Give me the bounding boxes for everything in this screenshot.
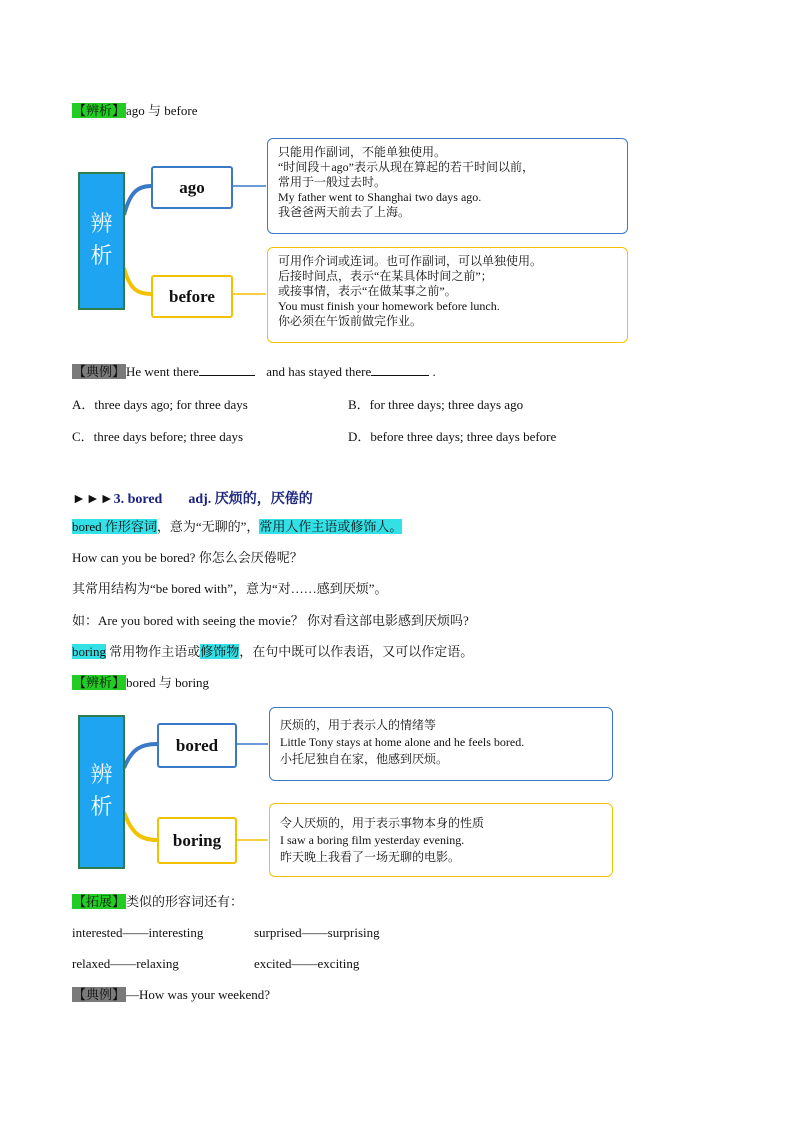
expand-text: 类似的形容词还有： (126, 894, 244, 909)
adjective-pair: surprised——surprising (254, 925, 380, 940)
option-c[interactable]: C．three days before; three days (72, 429, 244, 444)
explain-box-bored (269, 707, 613, 781)
word-box-boring: boring (157, 817, 237, 864)
heading-part-of-speech: adj. 厌烦的，厌倦的 (188, 492, 313, 507)
analysis-tag: 【辨析】 (73, 103, 126, 118)
boring-usage-text: 常用物作主语或 (105, 644, 201, 659)
boring-usage-rest: ，在句中既可以作表语，又可以作定语。 (239, 644, 474, 659)
explain-line: 后接时间点，表示“在某具体时间之前”； (278, 269, 493, 283)
side-char-1: 辨 (90, 763, 113, 788)
side-char-1: 辨 (90, 212, 113, 237)
explain-line: 小托尼独自在家，他感到厌烦。 (280, 752, 449, 766)
explain-line: 厌烦的，用于表示人的情绪等 (280, 718, 437, 732)
adjective-pair: relaxed——relaxing (72, 956, 179, 971)
example-tag: 【典例】 (73, 364, 126, 379)
adjective-pair: interested——interesting (72, 925, 204, 940)
bored-definition-line (72, 519, 402, 535)
adjective-pair: excited——exciting (254, 956, 360, 971)
heading-word: 3. bored (113, 492, 163, 507)
highlight-adj: 作形容词 (101, 519, 157, 534)
example-sentence-1: How can you be bored? 你怎么会厌倦呢？ (72, 550, 303, 565)
highlight-bored: bored (72, 519, 102, 534)
explain-line: 我爸爸两天前去了上海。 (278, 205, 411, 219)
explain-line: Little Tony stays at home alone and he feels bored. (280, 735, 525, 749)
explain-line: I saw a boring film yesterday evening. (280, 833, 465, 847)
explain-line: “时间段＋ago”表示从现在算起的若干时间以前， (278, 160, 534, 174)
option-b[interactable]: B．for three days; three days ago (348, 397, 524, 412)
section-heading-bored (72, 488, 313, 508)
explain-line: 只能用作副词，不能单独使用。 (278, 145, 447, 159)
side-char-2: 析 (90, 244, 113, 269)
analysis-side-box (78, 715, 125, 869)
meaning-text: ，意为“无聊的”， (156, 519, 260, 534)
explain-line: 常用于一般过去时。 (278, 175, 387, 189)
word-box-bored: bored (157, 723, 237, 768)
structure-line: 其常用结构为“be bored with”，意为“对……感到厌烦”。 (72, 581, 388, 596)
explain-line: 或接事情，表示“在做某事之前”。 (278, 284, 457, 298)
highlight-boring: boring (72, 644, 106, 659)
explain-line: 可用作介词或连词。也可作副词，可以单独使用。 (278, 254, 543, 268)
expand-heading (72, 894, 243, 910)
heading-arrows-icon: ►►► (72, 492, 114, 507)
boring-definition-line (72, 644, 473, 660)
example-text-part1: He went there (126, 364, 199, 379)
explain-line: My father went to Shanghai two days ago. (278, 190, 482, 204)
example-sentence-2: 如：Are you bored with seeing the movie？ 你对看这部电影感到厌烦吗? (72, 613, 469, 628)
option-a[interactable]: A．three days ago; for three days (72, 397, 248, 412)
analysis-heading-2 (72, 675, 209, 691)
word-box-before: before (151, 275, 233, 318)
option-d[interactable]: D．before three days; three days before (348, 429, 557, 444)
explain-line: 昨天晚上我看了一场无聊的电影。 (280, 850, 461, 864)
diagram-connectors-2 (0, 0, 794, 400)
word-box-ago: ago (151, 166, 233, 209)
explain-line: You must finish your homework before lunch. (278, 299, 500, 313)
explain-line: 令人厌烦的，用于表示事物本身的性质 (280, 816, 485, 830)
example-text: —How was your weekend? (126, 987, 271, 1002)
example-text-part2: and has stayed there (262, 364, 372, 379)
analysis-title: ago 与 before (126, 103, 198, 118)
example-question-2 (72, 987, 270, 1003)
side-char-2: 析 (90, 795, 113, 820)
example-text-part3: . (429, 364, 436, 379)
example-tag: 【典例】 (73, 987, 126, 1002)
explain-box-boring (269, 803, 613, 877)
analysis-title: bored 与 boring (126, 675, 210, 690)
highlight-modify-thing: 修饰物 (200, 644, 240, 659)
highlight-usage: 常用人作主语或修饰人。 (259, 519, 403, 534)
explain-line: 你必须在午饭前做完作业。 (278, 314, 423, 328)
expand-tag: 【拓展】 (73, 894, 126, 909)
analysis-tag: 【辨析】 (73, 675, 126, 690)
